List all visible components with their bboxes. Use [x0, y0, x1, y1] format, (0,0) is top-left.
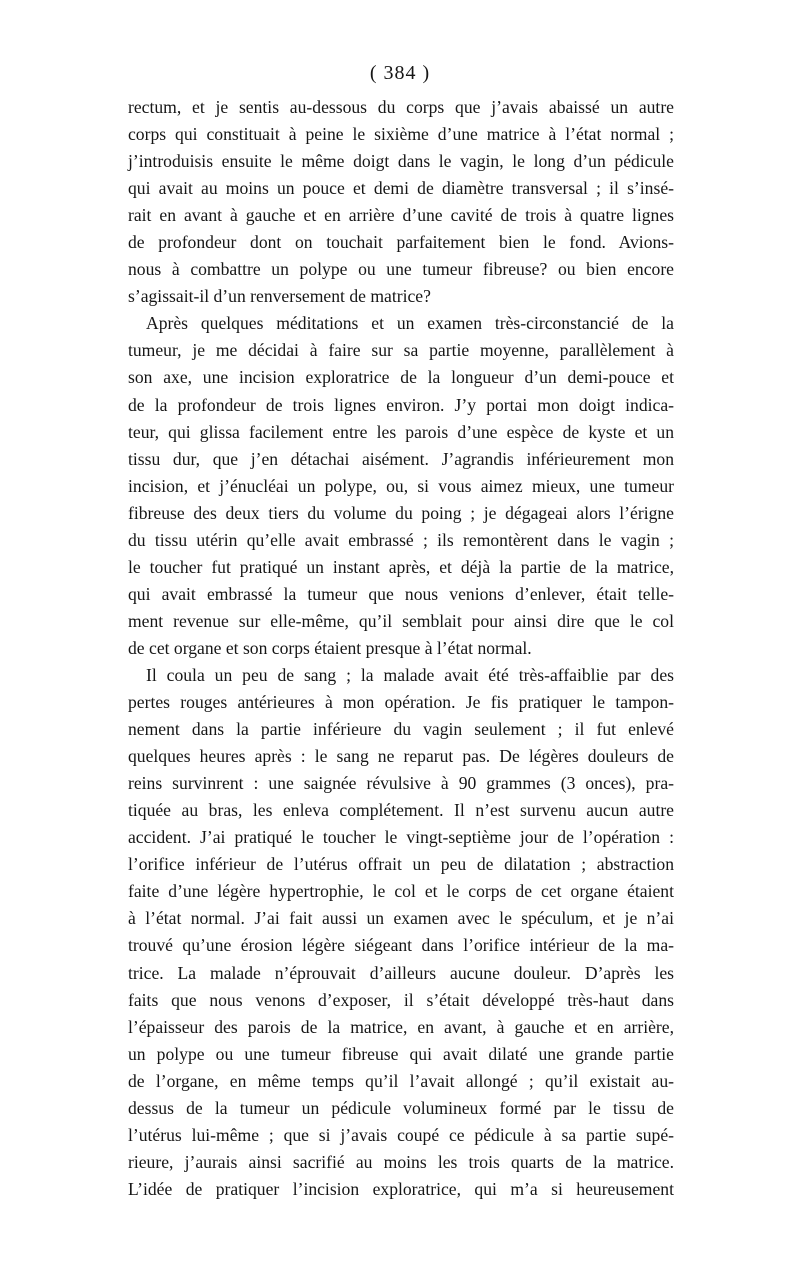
text-line: rait en avant à gauche et en arrière d’une cavité de trois à quatre lignes: [128, 205, 674, 226]
text-line: un polype ou une tumeur fibreuse qui avait dilaté une grande partie: [128, 1043, 674, 1064]
text-line: le toucher fut pratiqué un instant après, et déjà la partie de la matrice,: [128, 556, 674, 577]
text-line: tumeur, je me décidai à faire sur sa partie moyenne, parallèlement à: [128, 340, 674, 361]
text-line: accident. J’ai pratiqué le toucher le vingt-septième jour de l’opération :: [128, 827, 674, 848]
text-line: faite d’une légère hypertrophie, le col et le corps de cet organe étaient: [128, 881, 674, 902]
text-line: tiquée au bras, les enleva complétement. Il n’est survenu aucun autre: [128, 800, 674, 821]
text-line: trouvé qu’une érosion légère siégeant dans l’orifice intérieur de la ma-: [128, 935, 674, 956]
paragraph: [128, 94, 674, 310]
text-line: à l’état normal. J’ai fait aussi un examen avec le spéculum, et je n’ai: [128, 908, 674, 929]
text-line: teur, qui glissa facilement entre les parois d’une espèce de kyste et un: [128, 421, 674, 442]
text-line: trice. La malade n’éprouvait d’ailleurs aucune douleur. D’après les: [128, 962, 674, 983]
text-line: faits que nous venons d’exposer, il s’était développé très-haut dans: [128, 989, 674, 1010]
text-line: fibreuse des deux tiers du volume du poing ; je dégageai alors l’érigne: [128, 502, 674, 523]
text-line: du tissu utérin qu’elle avait embrassé ; ils remontèrent dans le vagin ;: [128, 529, 674, 550]
text-line: l’orifice inférieur de l’utérus offrait un peu de dilatation ; abstraction: [128, 854, 674, 875]
text-line: incision, et j’énucléai un polype, ou, si vous aimez mieux, une tumeur: [128, 475, 674, 496]
text-line: Après quelques méditations et un examen très-circonstancié de la: [146, 313, 674, 334]
text-line: l’épaisseur des parois de la matrice, en avant, à gauche et en arrière,: [128, 1016, 674, 1037]
text-line: tissu dur, que j’en détachai aisément. J’agrandis inférieurement mon: [128, 448, 674, 469]
text-line: de l’organe, en même temps qu’il l’avait allongé ; qu’il existait au-: [128, 1070, 674, 1091]
text-line: Il coula un peu de sang ; la malade avait été très-affaiblie par des: [146, 664, 674, 685]
text-line: quelques heures après : le sang ne reparut pas. De légères douleurs de: [128, 746, 674, 767]
body-text: [128, 94, 674, 1203]
text-line: j’introduisis ensuite le même doigt dans le vagin, le long d’un pédicule: [128, 151, 674, 172]
text-line: rieure, j’aurais ainsi sacrifié au moins les trois quarts de la matrice.: [128, 1151, 674, 1172]
text-line: son axe, une incision exploratrice de la longueur d’un demi-pouce et: [128, 367, 674, 388]
text-line: dessus de la tumeur un pédicule volumineux formé par le tissu de: [128, 1097, 674, 1118]
text-line: L’idée de pratiquer l’incision exploratrice, qui m’a si heureusement: [128, 1178, 674, 1199]
text-line: qui avait embrassé la tumeur que nous venions d’enlever, était telle-: [128, 583, 674, 604]
text-line: qui avait au moins un pouce et demi de diamètre transversal ; il s’insé-: [128, 178, 674, 199]
text-line: rectum, et je sentis au-dessous du corps que j’avais abaissé un autre: [128, 97, 674, 117]
text-line: l’utérus lui-même ; que si j’avais coupé ce pédicule à sa partie supé-: [128, 1124, 674, 1145]
text-line: nous à combattre un polype ou une tumeur fibreuse? ou bien encore: [128, 259, 674, 280]
text-line: corps qui constituait à peine le sixième d’une matrice à l’état normal ;: [128, 124, 674, 145]
paragraph: [128, 662, 674, 1203]
text-line: ment revenue sur elle-même, qu’il semblait pour ainsi dire que le col: [128, 610, 674, 631]
paragraph: [128, 310, 674, 662]
text-line: s’agissait-il d’un renversement de matrice?: [128, 286, 431, 307]
text-line: de la profondeur de trois lignes environ. J’y portai mon doigt indica-: [128, 394, 674, 415]
text-line: de cet organe et son corps étaient presque à l’état normal.: [128, 637, 532, 658]
text-line: pertes rouges antérieures à mon opération. Je fis pratiquer le tampon-: [128, 692, 674, 713]
text-line: nement dans la partie inférieure du vagin seulement ; il fut enlevé: [128, 719, 674, 740]
text-line: reins survinrent : une saignée révulsive à 90 grammes (3 onces), pra-: [128, 773, 674, 794]
page-number: ( 384 ): [369, 62, 431, 84]
text-line: de profondeur dont on touchait parfaitement bien le fond. Avions-: [128, 232, 674, 253]
